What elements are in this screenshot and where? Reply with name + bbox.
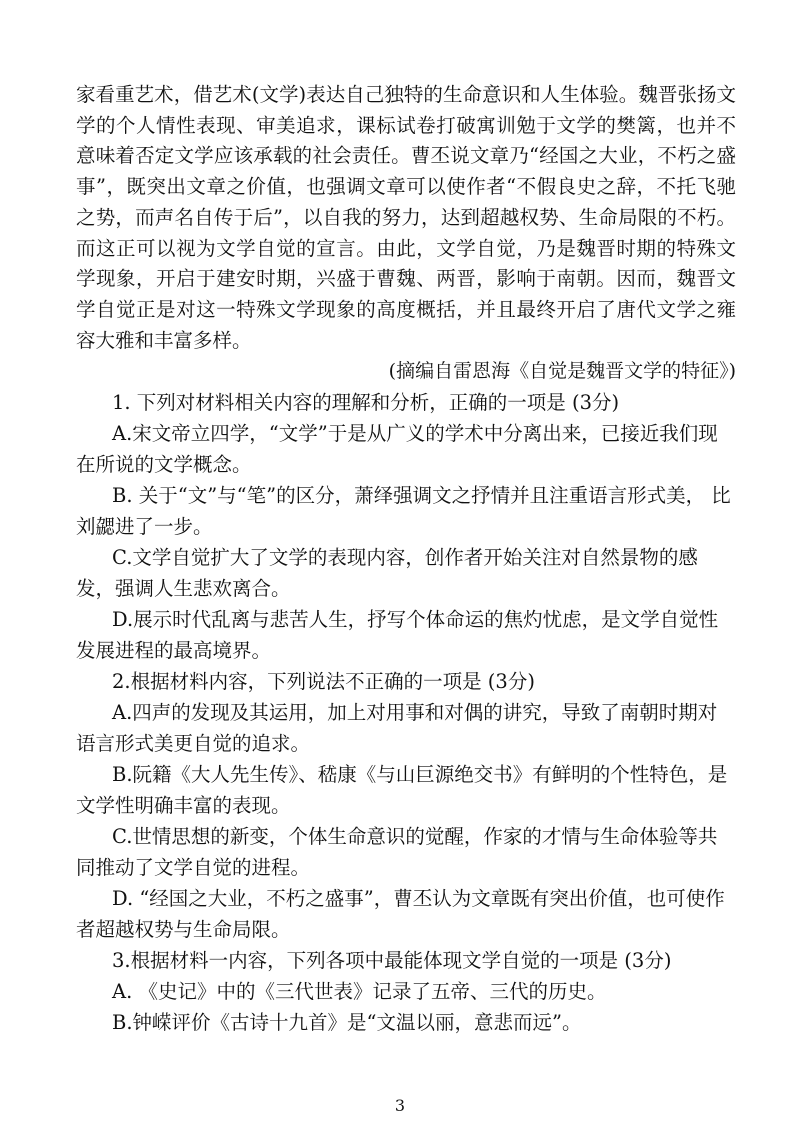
passage-text: 家看重艺术，借艺术(文学)表达自己独特的生命意识和人生体验。魏晋张扬文学的个人情性表现、审美追求，课标试卷打破寓训勉于文学的樊篱，也并不意味着否定文学应该承载的社会责任。曹丕说文章乃“经国之大业，不朽之盛事”，既突出文章之价值，也强调文章可以使作者“不假良史之辞，不托飞驰之势，而声名自传于后”，以自我的努力，达到超越权势、生命局限的不朽。而这正可以视为文学自觉的宣言。由此，文学自觉，乃是魏晋时期的特殊文学现象，开启于建安时期，兴盛于曹魏、两晋，影响于南朝。因而，魏晋文学自觉正是对这一特殊文学现象的高度概括，并且最终开启了唐代文学之雍容大雅和丰富多样。 (76, 83, 736, 352)
question-3-title: 3.根据材料一内容，下列各项中最能体现文学自觉的一项是 (3分) (112, 949, 672, 973)
question-1-option-a: A.宋文帝立四学，“文学”于是从广义的学术中分离出来，已接近我们现在所说的文学概念。 (76, 422, 718, 477)
question-1-title: 1. 下列对材料相关内容的理解和分析，正确的一项是 (3分) (112, 391, 620, 415)
question-2-title: 2.根据材料内容，下列说法不正确的一项是 (3分) (112, 670, 535, 694)
question-1-option-d: D.展示时代乱离与悲苦人生，抒写个体命运的焦灼忧虑，是文学自觉性发展进程的最高境界。 (76, 608, 719, 663)
question-3-option-b: B.钟嵘评价《古诗十九首》是“文温以丽，意悲而远”。 (112, 1011, 582, 1035)
question-2-option-a: A.四声的发现及其运用，加上对用事和对偶的讲究，导致了南朝时期对语言形式美更自觉的追求。 (76, 701, 718, 756)
question-2-option-b: B.阮籍《大人先生传》、嵇康《与山巨源绝交书》有鲜明的个性特色，是文学性明确丰富的表现。 (76, 763, 728, 818)
question-1 (76, 387, 736, 666)
question-2-option-c: C.世情思想的新变，个体生命意识的觉醒，作家的才情与生命体验等共同推动了文学自觉的进程。 (76, 825, 718, 880)
question-2-option-d: D. “经国之大业，不朽之盛事”，曹丕认为文章既有突出价值，也可使作者超越权势与生命局限。 (76, 887, 725, 942)
question-3 (76, 945, 736, 1038)
page-number: 3 (394, 1096, 406, 1115)
question-3-option-a: A. 《史记》中的《三代世表》记录了五帝、三代的历史。 (112, 980, 607, 1004)
question-1-option-c: C.文学自觉扩大了文学的表现内容，创作者开始关注对自然景物的感发，强调人生悲欢离合。 (76, 546, 698, 601)
page-content (76, 80, 736, 1038)
question-2 (76, 666, 736, 945)
passage-source: (摘编自雷恩海《自觉是魏晋文学的特征》) (388, 360, 736, 383)
question-1-option-b: B. 关于“文”与“笔”的区分，萧绎强调文之抒情并且注重语言形式美， 比刘勰进了一步。 (76, 484, 731, 539)
